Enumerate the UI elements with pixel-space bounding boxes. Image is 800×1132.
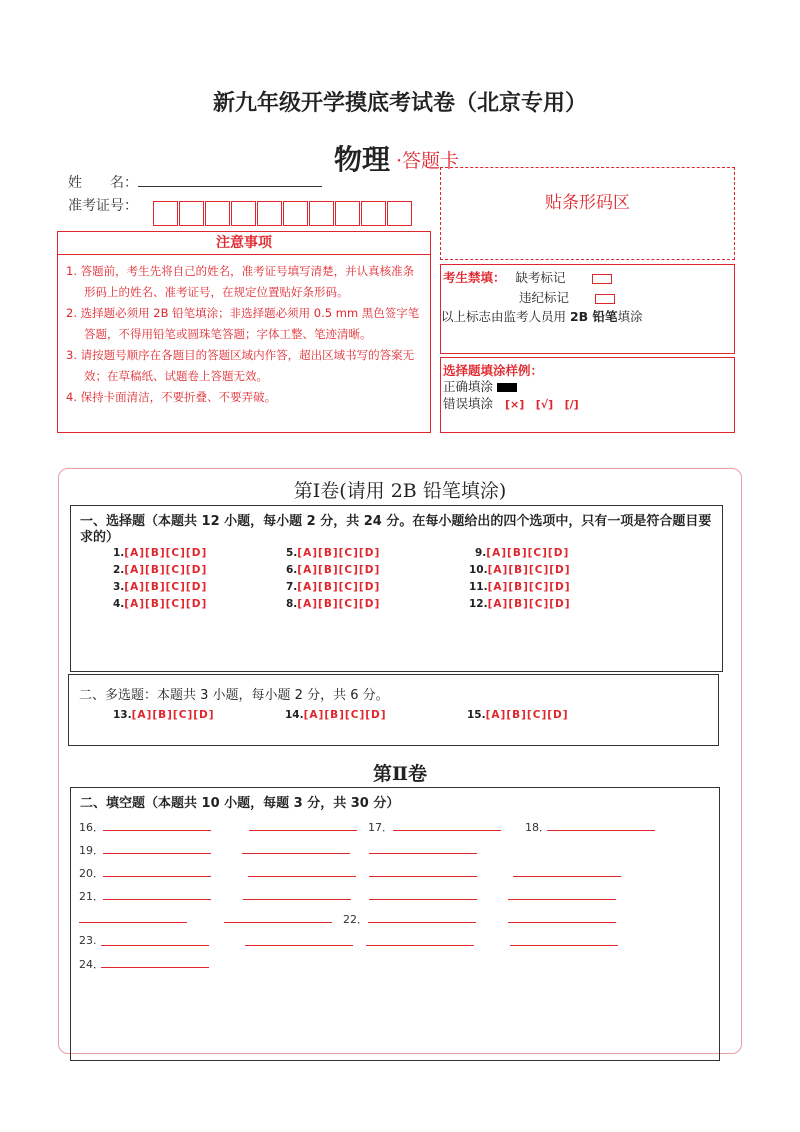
choice-section	[70, 505, 723, 672]
exam-id-cell[interactable]	[153, 201, 178, 226]
q22-label: 22．	[343, 913, 368, 926]
choice-item[interactable]: 9.[A][B][C][D]	[475, 547, 570, 559]
subject-title: 物理	[334, 143, 391, 176]
multi-choice-item[interactable]: 15.[A][B][C][D]	[467, 709, 569, 721]
exam-id-label: 准考证号：	[68, 198, 138, 214]
choice-item[interactable]: 5.[A][B][C][D]	[286, 547, 381, 559]
q17-label: 17．	[368, 821, 393, 834]
choice-item[interactable]: 7.[A][B][C][D]	[286, 581, 381, 593]
barcode-label: 贴条形码区	[545, 193, 630, 213]
answer-blank[interactable]	[243, 889, 351, 900]
answer-blank[interactable]	[508, 912, 616, 923]
exam-id-cell[interactable]	[205, 201, 230, 226]
choice-item[interactable]: 12.[A][B][C][D]	[469, 598, 571, 610]
exam-id-cell[interactable]	[257, 201, 282, 226]
answer-blank[interactable]	[513, 866, 621, 877]
choice-item[interactable]: 10.[A][B][C][D]	[469, 564, 571, 576]
answer-blank[interactable]	[369, 889, 477, 900]
absent-mark-box[interactable]	[592, 274, 612, 284]
answer-blank[interactable]	[103, 843, 211, 854]
choice-item[interactable]: 6.[A][B][C][D]	[286, 564, 381, 576]
subject-subtitle: ·答题卡	[396, 150, 460, 172]
violation-label: 违纪标记	[519, 290, 570, 305]
notice-list	[58, 261, 430, 408]
multi-choice-item[interactable]: 14.[A][B][C][D]	[285, 709, 387, 721]
q23-label: 23.	[79, 934, 97, 947]
absent-label: 缺考标记	[515, 270, 566, 285]
answer-blank[interactable]	[245, 935, 353, 946]
forbidden-note-bold: 2B 铅笔	[569, 309, 618, 324]
fill-in-heading: 二、填空题（本题共 10 小题，每题 3 分，共 30 分）	[80, 796, 400, 811]
answer-blank[interactable]	[101, 957, 209, 968]
q18-label: 18．	[525, 821, 550, 834]
multi-choice-heading: 二、多选题：本题共 3 小题，每小题 2 分，共 6 分。	[79, 688, 389, 703]
notice-item: 4. 保持卡面清洁，不要折叠、不要弄破。	[66, 390, 277, 404]
answer-blank[interactable]	[369, 866, 477, 877]
answer-blank[interactable]	[242, 843, 350, 854]
choice-item[interactable]: 2.[A][B][C][D]	[113, 564, 208, 576]
exam-id-cell[interactable]	[387, 201, 412, 226]
wrong-fill-marks: [×] [√] [/]	[505, 398, 579, 411]
forbidden-note-suffix: 填涂	[617, 309, 643, 324]
q21-label: 21．	[79, 890, 104, 903]
answer-blank[interactable]	[547, 820, 655, 831]
notice-item: 2. 选择题必须用 2B 铅笔填涂；非选择题必须用 0.5 mm 黑色签字笔答题，不得用铅笔或圆珠笔答题；字体工整、笔迹清晰。	[66, 306, 420, 341]
correct-fill-mark	[497, 383, 517, 392]
answer-blank[interactable]	[368, 912, 476, 923]
part1-title: 第Ⅰ卷(请用 2B 铅笔填涂)	[293, 480, 507, 502]
answer-blank[interactable]	[248, 866, 356, 877]
exam-id-cell[interactable]	[361, 201, 386, 226]
exam-title: 新九年级开学摸底考试卷（北京专用）	[212, 90, 587, 116]
name-field[interactable]	[138, 172, 322, 187]
notice-box	[57, 231, 431, 433]
answer-blank[interactable]	[101, 935, 209, 946]
answer-blank[interactable]	[79, 912, 187, 923]
answer-blank[interactable]	[224, 912, 332, 923]
correct-fill-label: 正确填涂	[443, 379, 494, 394]
choice-item[interactable]: 11.[A][B][C][D]	[469, 581, 571, 593]
part2-title: 第Ⅱ卷	[372, 763, 427, 785]
exam-id-cell[interactable]	[179, 201, 204, 226]
exam-id-cell[interactable]	[231, 201, 256, 226]
barcode-area	[440, 167, 735, 260]
notice-item: 1. 答题前，考生先将自己的姓名，准考证号填写清楚，并认真核准条形码上的姓名、准考证号，在规定位置贴好条形码。	[66, 264, 415, 299]
choice-item[interactable]: 1.[A][B][C][D]	[113, 547, 208, 559]
exam-id-cell[interactable]	[335, 201, 360, 226]
exam-id-cell[interactable]	[283, 201, 308, 226]
fill-in-section	[70, 787, 720, 1061]
wrong-fill-label: 错误填涂	[443, 396, 494, 411]
answer-blank[interactable]	[103, 889, 211, 900]
multi-choice-section	[68, 674, 719, 746]
answer-blank[interactable]	[103, 820, 211, 831]
exam-id-boxes[interactable]	[153, 201, 413, 226]
notice-title: 注意事项	[58, 232, 430, 255]
answer-blank[interactable]	[103, 866, 211, 877]
choice-item[interactable]: 4.[A][B][C][D]	[113, 598, 208, 610]
choice-item[interactable]: 8.[A][B][C][D]	[286, 598, 381, 610]
q24-label: 24．	[79, 958, 104, 971]
sample-box	[440, 357, 735, 433]
sample-title: 选择题填涂样例：	[443, 363, 544, 378]
violation-mark-box[interactable]	[595, 294, 615, 304]
answer-blank[interactable]	[366, 935, 474, 946]
choice-heading: 一、选择题（本题共 12 小题，每小题 2 分，共 24 分。在每小题给出的四个选项中，只有一项是符合题目要求的）	[80, 514, 712, 545]
notice-item: 3. 请按题号顺序在各题目的答题区域内作答，超出区域书写的答案无效；在草稿纸、试题卷上答题无效。	[66, 348, 415, 383]
forbidden-box	[440, 264, 735, 354]
name-label: 姓 名：	[68, 175, 138, 191]
forbidden-note-prefix: 以上标志由监考人员用	[441, 309, 570, 324]
forbidden-label: 考生禁填：	[443, 270, 506, 285]
answer-blank[interactable]	[393, 820, 501, 831]
q20-label: 20．	[79, 867, 104, 880]
q19-label: 19．	[79, 844, 104, 857]
answer-blank[interactable]	[369, 843, 477, 854]
answer-blank[interactable]	[249, 820, 357, 831]
exam-id-cell[interactable]	[309, 201, 334, 226]
q16-label: 16．	[79, 821, 104, 834]
answer-blank[interactable]	[508, 889, 616, 900]
multi-choice-item[interactable]: 13.[A][B][C][D]	[113, 709, 215, 721]
answer-blank[interactable]	[510, 935, 618, 946]
choice-item[interactable]: 3.[A][B][C][D]	[113, 581, 208, 593]
